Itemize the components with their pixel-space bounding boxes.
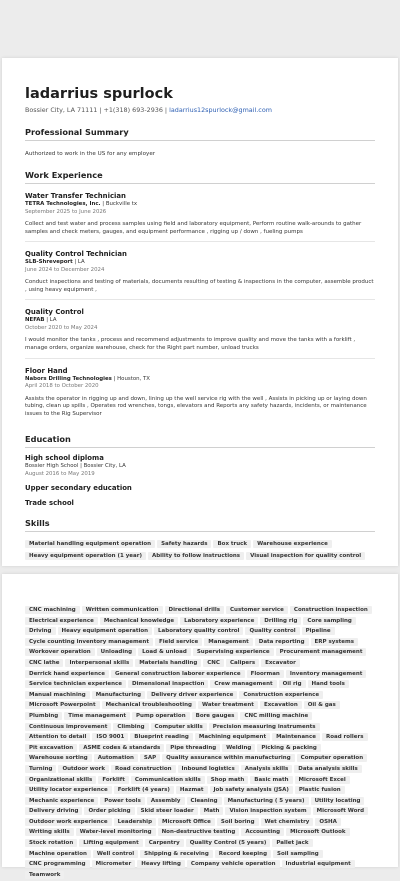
job-location: LA bbox=[77, 259, 85, 266]
contact-separator: | bbox=[164, 106, 168, 114]
job-dates: September 2025 to June 2026 bbox=[25, 208, 107, 215]
resume-page-2 bbox=[2, 574, 398, 878]
skill-chip: Customer service bbox=[226, 606, 288, 614]
job-meta-separator: | bbox=[44, 317, 50, 324]
skill-chip: Utility locating bbox=[311, 797, 365, 805]
skill-chip: Service technician experience bbox=[25, 680, 126, 688]
job-description: Assists the operator in rigging up and down, lining up the well service rig with the well , Assists in picking up or laying down tubing, clean up spills , Operates rod wrenches, tongs, elevators and Reports any safety hazards, incidents, or maintenance issues to the Rig Supervisor bbox=[25, 395, 367, 417]
summary-heading: Professional Summary bbox=[25, 127, 375, 141]
education-school-line bbox=[25, 463, 375, 471]
skill-chip: Field service bbox=[155, 638, 202, 646]
skill-chip: Oil & gas bbox=[304, 701, 340, 709]
phone-text: +1(318) 693-2936 bbox=[103, 106, 163, 114]
job-company: Nabors Drilling Technologies bbox=[25, 375, 112, 382]
skill-chip: Leadership bbox=[114, 818, 156, 826]
contact-line bbox=[25, 106, 375, 115]
skill-chip: Floorman bbox=[247, 670, 284, 678]
skill-chip: ERP systems bbox=[311, 638, 358, 646]
education-list bbox=[25, 454, 375, 508]
skill-chip: Computer operation bbox=[297, 754, 367, 762]
skill-chip: CNC programming bbox=[25, 860, 90, 868]
job-company-line bbox=[25, 376, 375, 384]
skill-chip: Precision measuring instruments bbox=[209, 723, 320, 731]
skill-chip: Heavy equipment operation bbox=[58, 627, 153, 635]
skill-chip: Computer skills bbox=[151, 723, 207, 731]
skill-chip: Core sampling bbox=[303, 617, 355, 625]
skill-chip: Pit excavation bbox=[25, 744, 77, 752]
skill-chip: Turning bbox=[25, 765, 56, 773]
skill-chip: Soil sampling bbox=[273, 850, 323, 858]
skill-chip: Welding bbox=[222, 744, 255, 752]
skill-chip: Materials handling bbox=[135, 659, 201, 667]
education-title: Upper secondary education bbox=[25, 484, 132, 493]
skill-chip: Manufacturing bbox=[92, 691, 145, 699]
skill-chip: Assembly bbox=[147, 797, 185, 805]
skill-chip: Road rollers bbox=[322, 733, 368, 741]
skill-chip: Quality Control (5 years) bbox=[186, 839, 271, 847]
job-entry bbox=[25, 250, 375, 300]
skill-chip: Procurement management bbox=[276, 648, 367, 656]
skill-chip: Basic math bbox=[250, 776, 292, 784]
skill-chip: Continuous improvement bbox=[25, 723, 111, 731]
skill-chip: Shipping & receiving bbox=[140, 850, 213, 858]
skill-chip: Oil rig bbox=[279, 680, 306, 688]
skill-chip: Pipe threading bbox=[166, 744, 220, 752]
skill-chip: Dimensional inspection bbox=[128, 680, 208, 688]
job-title: Quality Control bbox=[25, 308, 84, 317]
job-entry bbox=[25, 308, 375, 358]
skill-chip: CNC milling machine bbox=[240, 712, 312, 720]
skill-chip: Heavy equipment operation (1 year) bbox=[25, 552, 146, 560]
skill-chip: Driving bbox=[25, 627, 56, 635]
skill-chip: Excavator bbox=[261, 659, 300, 667]
skill-chip: Microsoft Outlook bbox=[286, 828, 349, 836]
work-experience-heading: Work Experience bbox=[25, 170, 375, 184]
skill-chip: Laboratory experience bbox=[180, 617, 258, 625]
job-company: TETRA Technologies, Inc. bbox=[25, 201, 101, 207]
skill-chip: General construction laborer experience bbox=[111, 670, 245, 678]
job-meta-separator: | bbox=[111, 375, 118, 382]
skill-chip: Microsoft Excel bbox=[295, 776, 350, 784]
skill-chip: Mechanic experience bbox=[25, 797, 98, 805]
skill-chip: Road construction bbox=[111, 765, 176, 773]
skill-chip: Data analysis skills bbox=[294, 765, 362, 773]
skill-chip: Construction experience bbox=[239, 691, 323, 699]
job-entry bbox=[25, 192, 375, 242]
skill-chip: Order picking bbox=[84, 807, 134, 815]
skill-chip: Carpentry bbox=[145, 839, 184, 847]
skill-chip: Directional drills bbox=[165, 606, 224, 614]
job-list bbox=[25, 192, 375, 423]
education-entry bbox=[25, 484, 375, 493]
skill-chip: Blueprint reading bbox=[130, 733, 193, 741]
education-title: Trade school bbox=[25, 499, 74, 508]
job-dates: October 2020 to May 2024 bbox=[25, 324, 98, 331]
skill-chip: Microsoft Powerpoint bbox=[25, 701, 100, 709]
skill-chip: Hazmat bbox=[176, 786, 208, 794]
skill-chip: Microsoft Word bbox=[313, 807, 368, 815]
contact-separator: | bbox=[99, 106, 102, 114]
education-heading: Education bbox=[25, 434, 375, 448]
skill-chip: CNC bbox=[203, 659, 224, 667]
skill-chip: Microsoft Office bbox=[158, 818, 215, 826]
skill-chip: Management bbox=[204, 638, 253, 646]
skill-chip: Cleaning bbox=[187, 797, 222, 805]
skill-chip: Delivery driver experience bbox=[147, 691, 237, 699]
skill-chip: Unloading bbox=[97, 648, 136, 656]
job-location: Houston, TX bbox=[117, 375, 150, 382]
skill-chip: Organizational skills bbox=[25, 776, 96, 784]
skill-chip: Well control bbox=[93, 850, 138, 858]
skill-chip: Mechanical knowledge bbox=[100, 617, 178, 625]
skill-chip: Cycle counting inventory management bbox=[25, 638, 153, 646]
skill-chip: Utility locator experience bbox=[25, 786, 112, 794]
skill-chip: Inbound logistics bbox=[178, 765, 239, 773]
skill-chip: Math bbox=[200, 807, 224, 815]
skill-chip: Stock rotation bbox=[25, 839, 77, 847]
skill-chip: Visual inspection for quality control bbox=[246, 552, 365, 560]
email-link[interactable]: ladarrius12spurlock@gmail.com bbox=[169, 106, 272, 114]
skill-chip: Accounting bbox=[241, 828, 284, 836]
skill-chip: Forklift bbox=[98, 776, 128, 784]
job-meta-separator: | bbox=[72, 259, 78, 266]
job-description: I would monitor the tanks , process and recommend adjustments to improve quality and move the tanks with a forklift , manage orders, organize warehouse, check for the Right part number, unload trucks bbox=[25, 337, 375, 358]
skill-chip: Warehouse experience bbox=[253, 540, 332, 548]
skill-chip: Shop math bbox=[207, 776, 249, 784]
skill-chip: Warehouse sorting bbox=[25, 754, 92, 762]
skill-chip: Soil boring bbox=[217, 818, 259, 826]
skill-chip: Water treatment bbox=[198, 701, 258, 709]
skill-chip: Vision inspection system bbox=[225, 807, 310, 815]
skill-chip: Delivery driving bbox=[25, 807, 82, 815]
skill-chip: Quality control bbox=[245, 627, 299, 635]
job-entry bbox=[25, 367, 375, 424]
job-dates: June 2024 to December 2024 bbox=[25, 266, 105, 273]
skill-chip: ASME codes & standards bbox=[79, 744, 164, 752]
skill-chip: Forklift (4 years) bbox=[114, 786, 174, 794]
skill-chip: Job safety analysis (JSA) bbox=[210, 786, 293, 794]
skill-chip: Safety hazards bbox=[157, 540, 211, 548]
skill-chip: Industrial equipment bbox=[282, 860, 355, 868]
skill-chip: Analysis skills bbox=[241, 765, 293, 773]
skill-chip: OSHA bbox=[315, 818, 341, 826]
skill-chip: Pallet jack bbox=[272, 839, 312, 847]
job-title: Floor Hand bbox=[25, 366, 68, 375]
skill-chip: Manual machining bbox=[25, 691, 90, 699]
skill-chip: Quality assurance within manufacturing bbox=[162, 754, 294, 762]
skills-heading: Skills bbox=[25, 518, 375, 532]
skill-chip: Workover operation bbox=[25, 648, 95, 656]
skill-chip: Wet chemistry bbox=[261, 818, 314, 826]
education-location: Bossier City, LA bbox=[83, 463, 126, 470]
education-school: Bossier High School bbox=[25, 463, 79, 470]
skill-chip: Plastic fusion bbox=[295, 786, 345, 794]
skill-chip: Company vehicle operation bbox=[187, 860, 280, 868]
skill-chip: ISO 9001 bbox=[92, 733, 128, 741]
skill-chip: Pump operation bbox=[132, 712, 190, 720]
skill-chip: Outdoor work experience bbox=[25, 818, 112, 826]
candidate-name: ladarrius spurlock bbox=[25, 86, 173, 102]
skill-chip: Machine operation bbox=[25, 850, 91, 858]
skill-chip: Climbing bbox=[113, 723, 148, 731]
resume-page-1 bbox=[2, 58, 398, 566]
skill-chip: Derrick hand experience bbox=[25, 670, 109, 678]
skill-chip: Box truck bbox=[213, 540, 251, 548]
skill-chip: Micrometer bbox=[92, 860, 136, 868]
job-description: Conduct inspections and testing of materials, documents resulting of testing & inspections in the computer, assemble product , using heavy equipment , bbox=[25, 279, 375, 300]
job-company: SLB-Shreveport bbox=[25, 259, 73, 266]
skill-chip: Laboratory quality control bbox=[154, 627, 243, 635]
skill-chip: Plumbing bbox=[25, 712, 62, 720]
skill-chip: Interpersonal skills bbox=[65, 659, 133, 667]
job-company-line bbox=[25, 201, 375, 209]
skill-chip: Ability to follow instructions bbox=[148, 552, 244, 560]
skill-chip: Drilling rig bbox=[260, 617, 301, 625]
skill-chip: Power tools bbox=[100, 797, 145, 805]
skill-chip: Skid steer loader bbox=[137, 807, 198, 815]
skill-chip: Construction inspection bbox=[290, 606, 372, 614]
education-dates: August 2016 to May 2019 bbox=[25, 470, 95, 477]
education-entry bbox=[25, 454, 375, 478]
job-dates: April 2018 to October 2020 bbox=[25, 383, 99, 390]
skill-chip: Mechanical troubleshooting bbox=[102, 701, 196, 709]
skill-chip: Record keeping bbox=[215, 850, 271, 858]
skill-chip: Load & unload bbox=[138, 648, 191, 656]
job-company-line bbox=[25, 259, 375, 267]
skill-chip: Lifting equipment bbox=[79, 839, 142, 847]
skill-chip: Supervising experience bbox=[193, 648, 274, 656]
skill-chip: Material handling equipment operation bbox=[25, 540, 155, 548]
location-text: Bossier City, LA 71111 bbox=[25, 106, 98, 114]
skill-chip: Hand tools bbox=[308, 680, 349, 688]
skill-chip: Teamwork bbox=[25, 871, 64, 879]
skill-chip: Water-level monitoring bbox=[76, 828, 156, 836]
skill-chip: Heavy lifting bbox=[137, 860, 185, 868]
skill-chip: CNC machining bbox=[25, 606, 80, 614]
job-company-line bbox=[25, 317, 375, 325]
skill-chip: Picking & packing bbox=[257, 744, 321, 752]
skill-chip: Time management bbox=[64, 712, 130, 720]
skill-chip: SAP bbox=[140, 754, 160, 762]
skill-chip: Electrical experience bbox=[25, 617, 98, 625]
job-location: LA bbox=[49, 317, 57, 324]
skill-chip: Data reporting bbox=[255, 638, 309, 646]
education-entry bbox=[25, 499, 375, 508]
skill-chip: Attention to detail bbox=[25, 733, 90, 741]
job-meta-separator: | bbox=[100, 201, 106, 207]
skill-chip: Pipeline bbox=[302, 627, 335, 635]
skill-chip: CNC lathe bbox=[25, 659, 63, 667]
skill-chip: Machining equipment bbox=[195, 733, 270, 741]
education-title: High school diploma bbox=[25, 454, 104, 463]
skill-chip: Automation bbox=[94, 754, 138, 762]
skill-chip: Maintenance bbox=[272, 733, 320, 741]
skill-chip: Bore gauges bbox=[192, 712, 239, 720]
skill-chip: Manufacturing ( 5 years) bbox=[224, 797, 309, 805]
job-title: Quality Control Technician bbox=[25, 250, 127, 259]
skill-chip: Inventory management bbox=[286, 670, 367, 678]
skill-chip: Communication skills bbox=[131, 776, 205, 784]
skill-chip: Calipers bbox=[226, 659, 259, 667]
summary-text: Authorized to work in the US for any employer bbox=[25, 151, 156, 157]
skill-chip: Non-destructive testing bbox=[158, 828, 240, 836]
skills-list-continued bbox=[25, 606, 375, 881]
skills-list bbox=[25, 540, 375, 563]
skill-chip: Written communication bbox=[82, 606, 163, 614]
job-title: Water Transfer Technician bbox=[25, 192, 126, 200]
skill-chip: Writing skills bbox=[25, 828, 74, 836]
skill-chip: Outdoor work bbox=[58, 765, 109, 773]
skill-chip: Crew management bbox=[210, 680, 276, 688]
job-company: NEFAB bbox=[25, 317, 45, 324]
job-location: Buckville tx bbox=[105, 201, 138, 207]
skill-chip: Excavation bbox=[260, 701, 302, 709]
job-description: Collect and test water and process samples using field and laboratory equipment, Perform routine walk-arounds to gather samples and check meters, gauges, and equipment performance , rigging up / down , fueling pumps bbox=[25, 221, 375, 242]
education-meta-separator: | bbox=[78, 463, 84, 470]
